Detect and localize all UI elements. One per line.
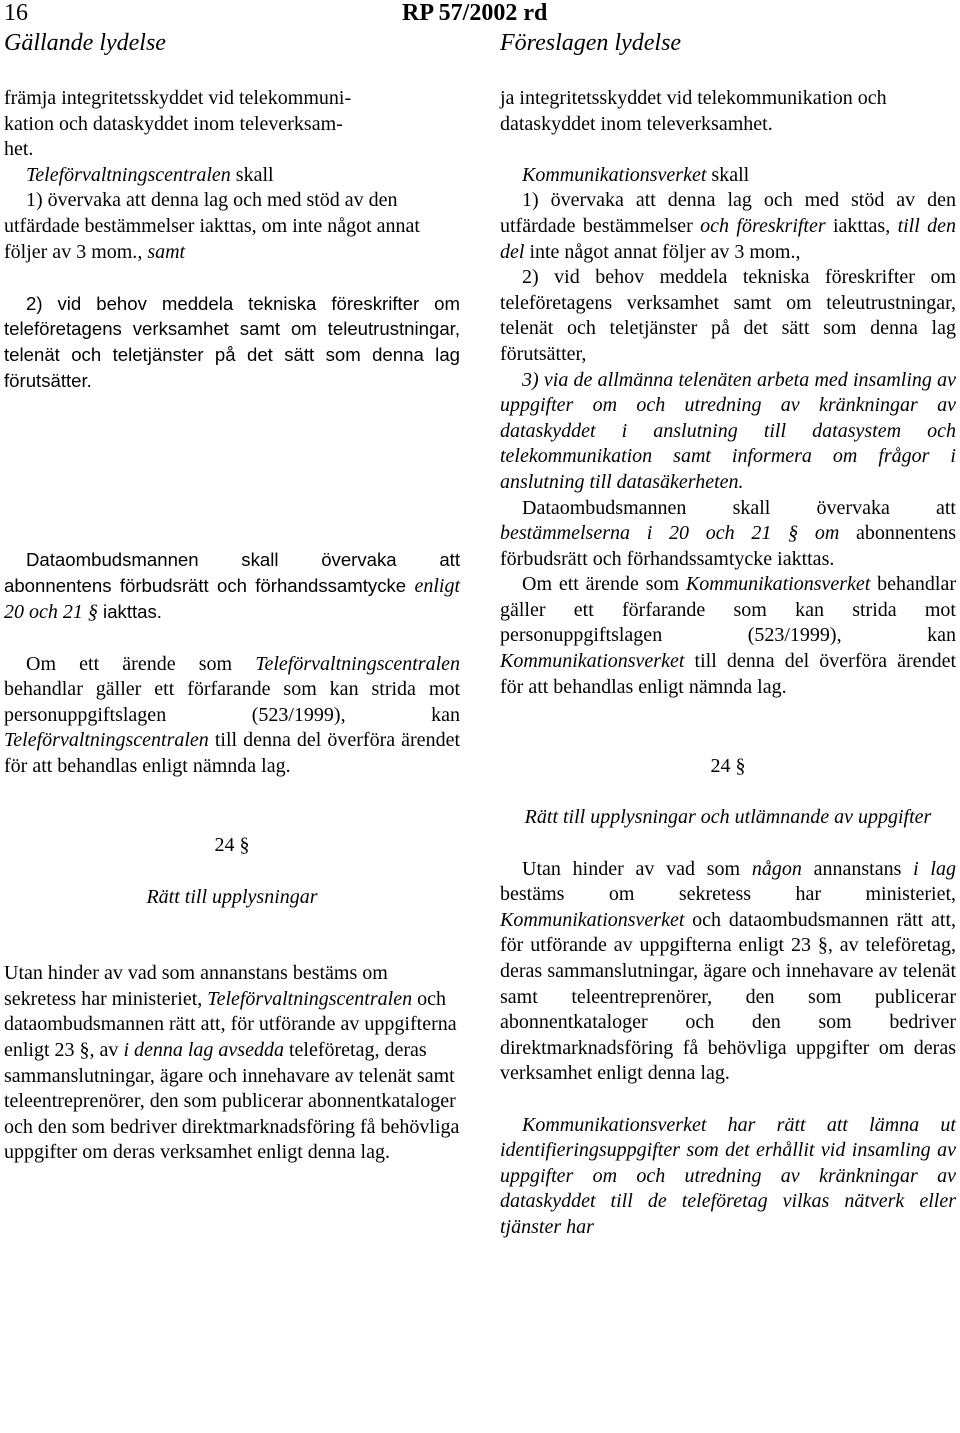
- right-para-7: Utan hinder av vad som någon annanstans i lag bestäms om sekretess har ministeriet, Kommunikationsverket och dataombudsmannen rätt att, för utförande av uppgifterna enligt 23 §, av teleföretag, deras sammanslutningar, ägare och innehavare av telenät samt teleentreprenörer, den som publicerar abonnentkataloger och den som bedriver direktmarknadsföring få behövliga uppgifter om deras verksamhet enligt denna lag.: [500, 857, 956, 1085]
- left-para-4: Dataombudsmannen skall övervaka att abonnentens förbudsrätt och förhandssamtycke enligt 20 och 21 § iakttas.: [4, 549, 460, 624]
- left-para-6: Utan hinder av vad som annanstans bestäms om sekretess har ministeriet, Teleförvaltningscentralen och dataombudsmannen rätt att, för utförande av uppgifterna enligt 23 §, av i denna lag avsedda teleföretag, deras sammanslutningar, ägare och innehavare av telenät samt teleentreprenörer, den som publicerar abonnentkataloger och den som bedriver direktmarknadsföring få behövliga uppgifter om deras verksamhet enligt denna lag.: [4, 962, 460, 1164]
- right-para-1: ja integritetsskyddet vid telekommunikation och dataskyddet inom televerksamhet.: [500, 87, 887, 135]
- left-para-5: Om ett ärende som Teleförvaltningscentralen behandlar gäller ett förfarande som kan strida mot personuppgiftslagen (523/1999), kan Teleförvaltningscentralen till denna del överföra ärendet för att behandlas enligt nämnda lag.: [4, 652, 460, 777]
- left-para-1: främja integritetsskyddet vid telekommuni- kation och dataskyddet inom televerksam- het.: [4, 87, 352, 161]
- left-para-2: Teleförvaltningscentralen skall: [26, 163, 274, 186]
- right-para-4: 3) via de allmänna telenäten arbeta med insamling av uppgifter om och utredning av kränkningar av dataskyddet i anslutning till datasystem och telekommunikation samt informera om frågor i anslutning till datasäkerheten.: [500, 368, 956, 493]
- left-column: [4, 86, 460, 1166]
- right-para-2b: 1) övervaka att denna lag och med stöd av den utfärdade bestämmelser och föreskrifter iakttas, till den del inte något annat följer av 3 mom.,: [500, 189, 957, 263]
- left-section-title: Rätt till upplysningar: [146, 885, 318, 908]
- left-section-number: 24 §: [214, 834, 250, 857]
- document-id: RP 57/2002 rd: [402, 0, 548, 26]
- right-para-8: Kommunikationsverket har rätt att lämna ut identifieringsuppgifter som det erhållit vid insamling av uppgifter om och utredning av kränkningar av dataskyddet till de teleföretag vilkas nätverk eller tjänster har: [500, 1113, 956, 1238]
- right-para-6: Om ett ärende som Kommunikationsverket behandlar gäller ett förfarande som kan strida mot personuppgiftslagen (523/1999), kan Kommunikationsverket till denna del överföra ärendet för att behandlas enligt nämnda lag.: [500, 573, 956, 698]
- right-section-number: 24 §: [710, 755, 746, 778]
- right-column-heading: Föreslagen lydelse: [500, 30, 682, 56]
- page-number: 16: [4, 0, 28, 26]
- right-section-title: Rätt till upplysningar och utlämnande av uppgifter: [524, 806, 932, 829]
- right-column: [500, 86, 956, 1241]
- left-para-2b: 1) övervaka att denna lag och med stöd av den utfärdade bestämmelser iakttas, om inte något annat följer av 3 mom., samt: [4, 189, 420, 263]
- left-para-3: 2) vid behov meddela tekniska föreskrifter om teleföretagens verksamhet samt om teleutrustningar, telenät och teletjänster på det sätt som denna lag förutsätter.: [4, 292, 460, 391]
- right-para-3: 2) vid behov meddela tekniska föreskrifter om teleföretagens verksamhet samt om teleutrustningar, telenät och teletjänster på det sätt som denna lag förutsätter,: [500, 266, 956, 365]
- right-para-2: Kommunikationsverket skall: [522, 163, 750, 186]
- right-para-5: Dataombudsmannen skall övervaka att bestämmelserna i 20 och 21 § om abonnentens förbudsrätt och förhandssamtycke iakttas.: [500, 496, 956, 570]
- left-column-heading: Gällande lydelse: [4, 30, 166, 56]
